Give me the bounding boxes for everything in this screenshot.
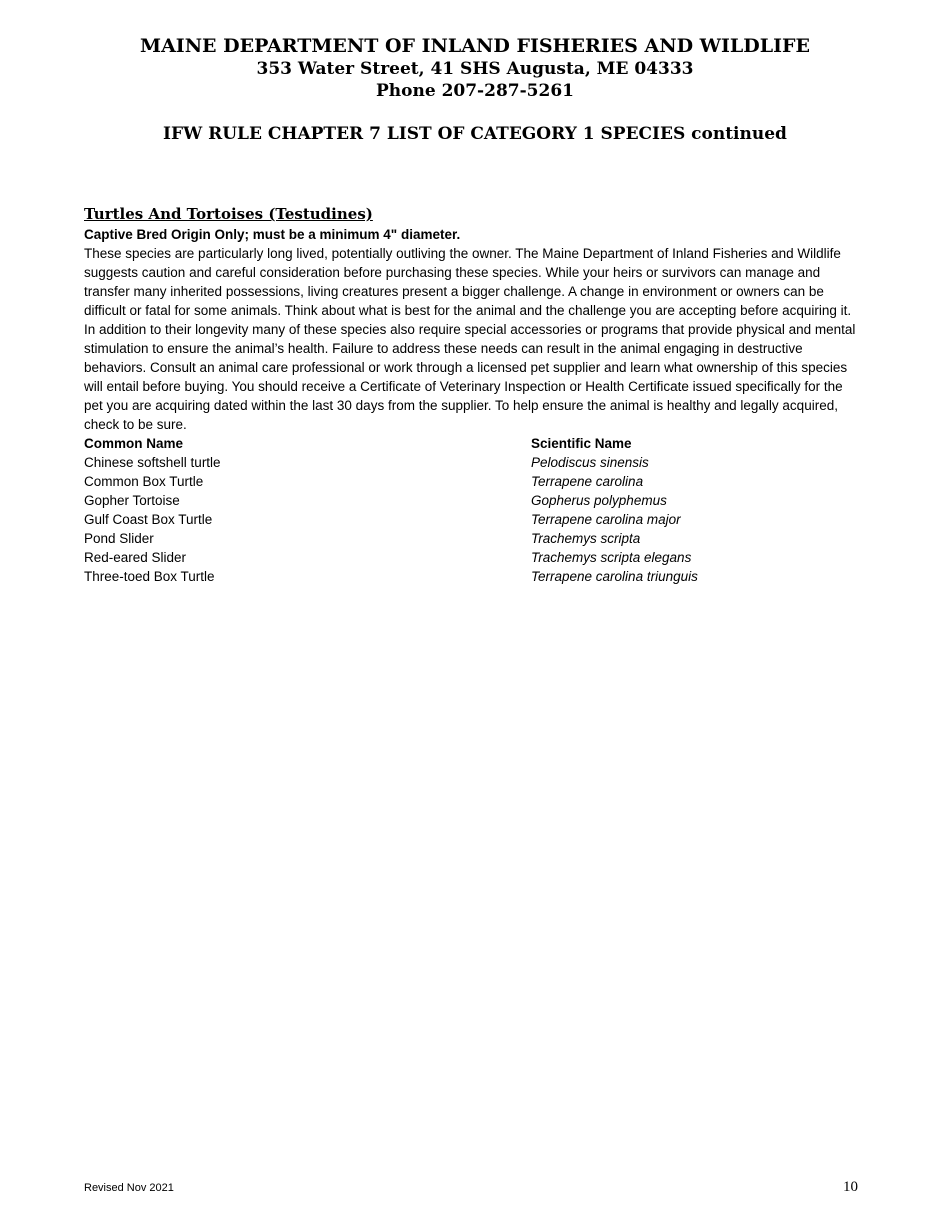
advisory-paragraph: These species are particularly long lived, potentially outliving the owner. The Maine Department of Inland Fisheries and Wildlife suggests caution and careful consideration before purchasing these species. While your heirs or survivors can manage and transfer many inherited possessions, living creatures present a bigger challenge. A change in environment or owners can be difficult or fatal for some animals. Think about what is best for the animal and the challenge you are accepting before acquiring it. In addition to their longevity many of these species also require special accessories or programs that provide physical and mental stimulation to ensure the animal’s health. Failure to address these needs can result in the animal engaging in destructive behaviors. Consult an animal care professional or work through a licensed pet supplier and learn what ownership of this species will entail before buying. You should receive a Certificate of Veterinary Inspection or Health Certificate issued specifically for the pet you are acquiring dated within the last 30 days from the supplier. To help ensure the animal is healthy and legally acquired, check to be sure. <box>84 246 856 432</box>
revision-date: Revised Nov 2021 <box>84 1182 174 1194</box>
scientific-name-cell: Trachemys scripta <box>531 531 641 546</box>
scientific-name-cell: Terrapene carolina major <box>531 512 681 527</box>
common-name-cell: Common Box Turtle <box>84 474 204 489</box>
organization-name: MAINE DEPARTMENT OF INLAND FISHERIES AND WILDLIFE <box>140 35 810 57</box>
scientific-name-cell: Trachemys scripta elegans <box>531 550 692 565</box>
page-number: 10 <box>843 1179 858 1195</box>
scientific-name-header: Scientific Name <box>531 436 632 451</box>
scientific-name-cell: Terrapene carolina triunguis <box>531 569 698 584</box>
table-row <box>84 567 862 586</box>
common-name-cell: Gopher Tortoise <box>84 493 180 508</box>
scientific-name-cell: Gopherus polyphemus <box>531 493 667 508</box>
common-name-cell: Gulf Coast Box Turtle <box>84 512 213 527</box>
table-row <box>84 453 862 472</box>
chapter-title: IFW RULE CHAPTER 7 LIST OF CATEGORY 1 SPECIES continued <box>163 124 787 144</box>
table-row <box>84 529 862 548</box>
species-table <box>84 434 862 586</box>
scientific-name-cell: Terrapene carolina <box>531 474 644 489</box>
common-name-header: Common Name <box>84 436 184 451</box>
document-header <box>0 34 950 102</box>
table-header-row <box>84 434 862 453</box>
table-row <box>84 491 862 510</box>
common-name-cell: Red-eared Slider <box>84 550 187 565</box>
scientific-name-cell: Pelodiscus sinensis <box>531 455 649 470</box>
table-row <box>84 510 862 529</box>
organization-address: 353 Water Street, 41 SHS Augusta, ME 04333 <box>256 59 694 79</box>
table-row <box>84 548 862 567</box>
section-title: Turtles And Tortoises (Testudines) <box>84 205 373 223</box>
common-name-cell: Three-toed Box Turtle <box>84 569 215 584</box>
common-name-cell: Chinese softshell turtle <box>84 455 221 470</box>
table-row <box>84 472 862 491</box>
restriction-note: Captive Bred Origin Only; must be a minimum 4" diameter. <box>84 227 461 242</box>
species-section <box>84 204 862 586</box>
organization-phone: Phone 207-287-5261 <box>376 81 574 101</box>
common-name-cell: Pond Slider <box>84 531 154 546</box>
